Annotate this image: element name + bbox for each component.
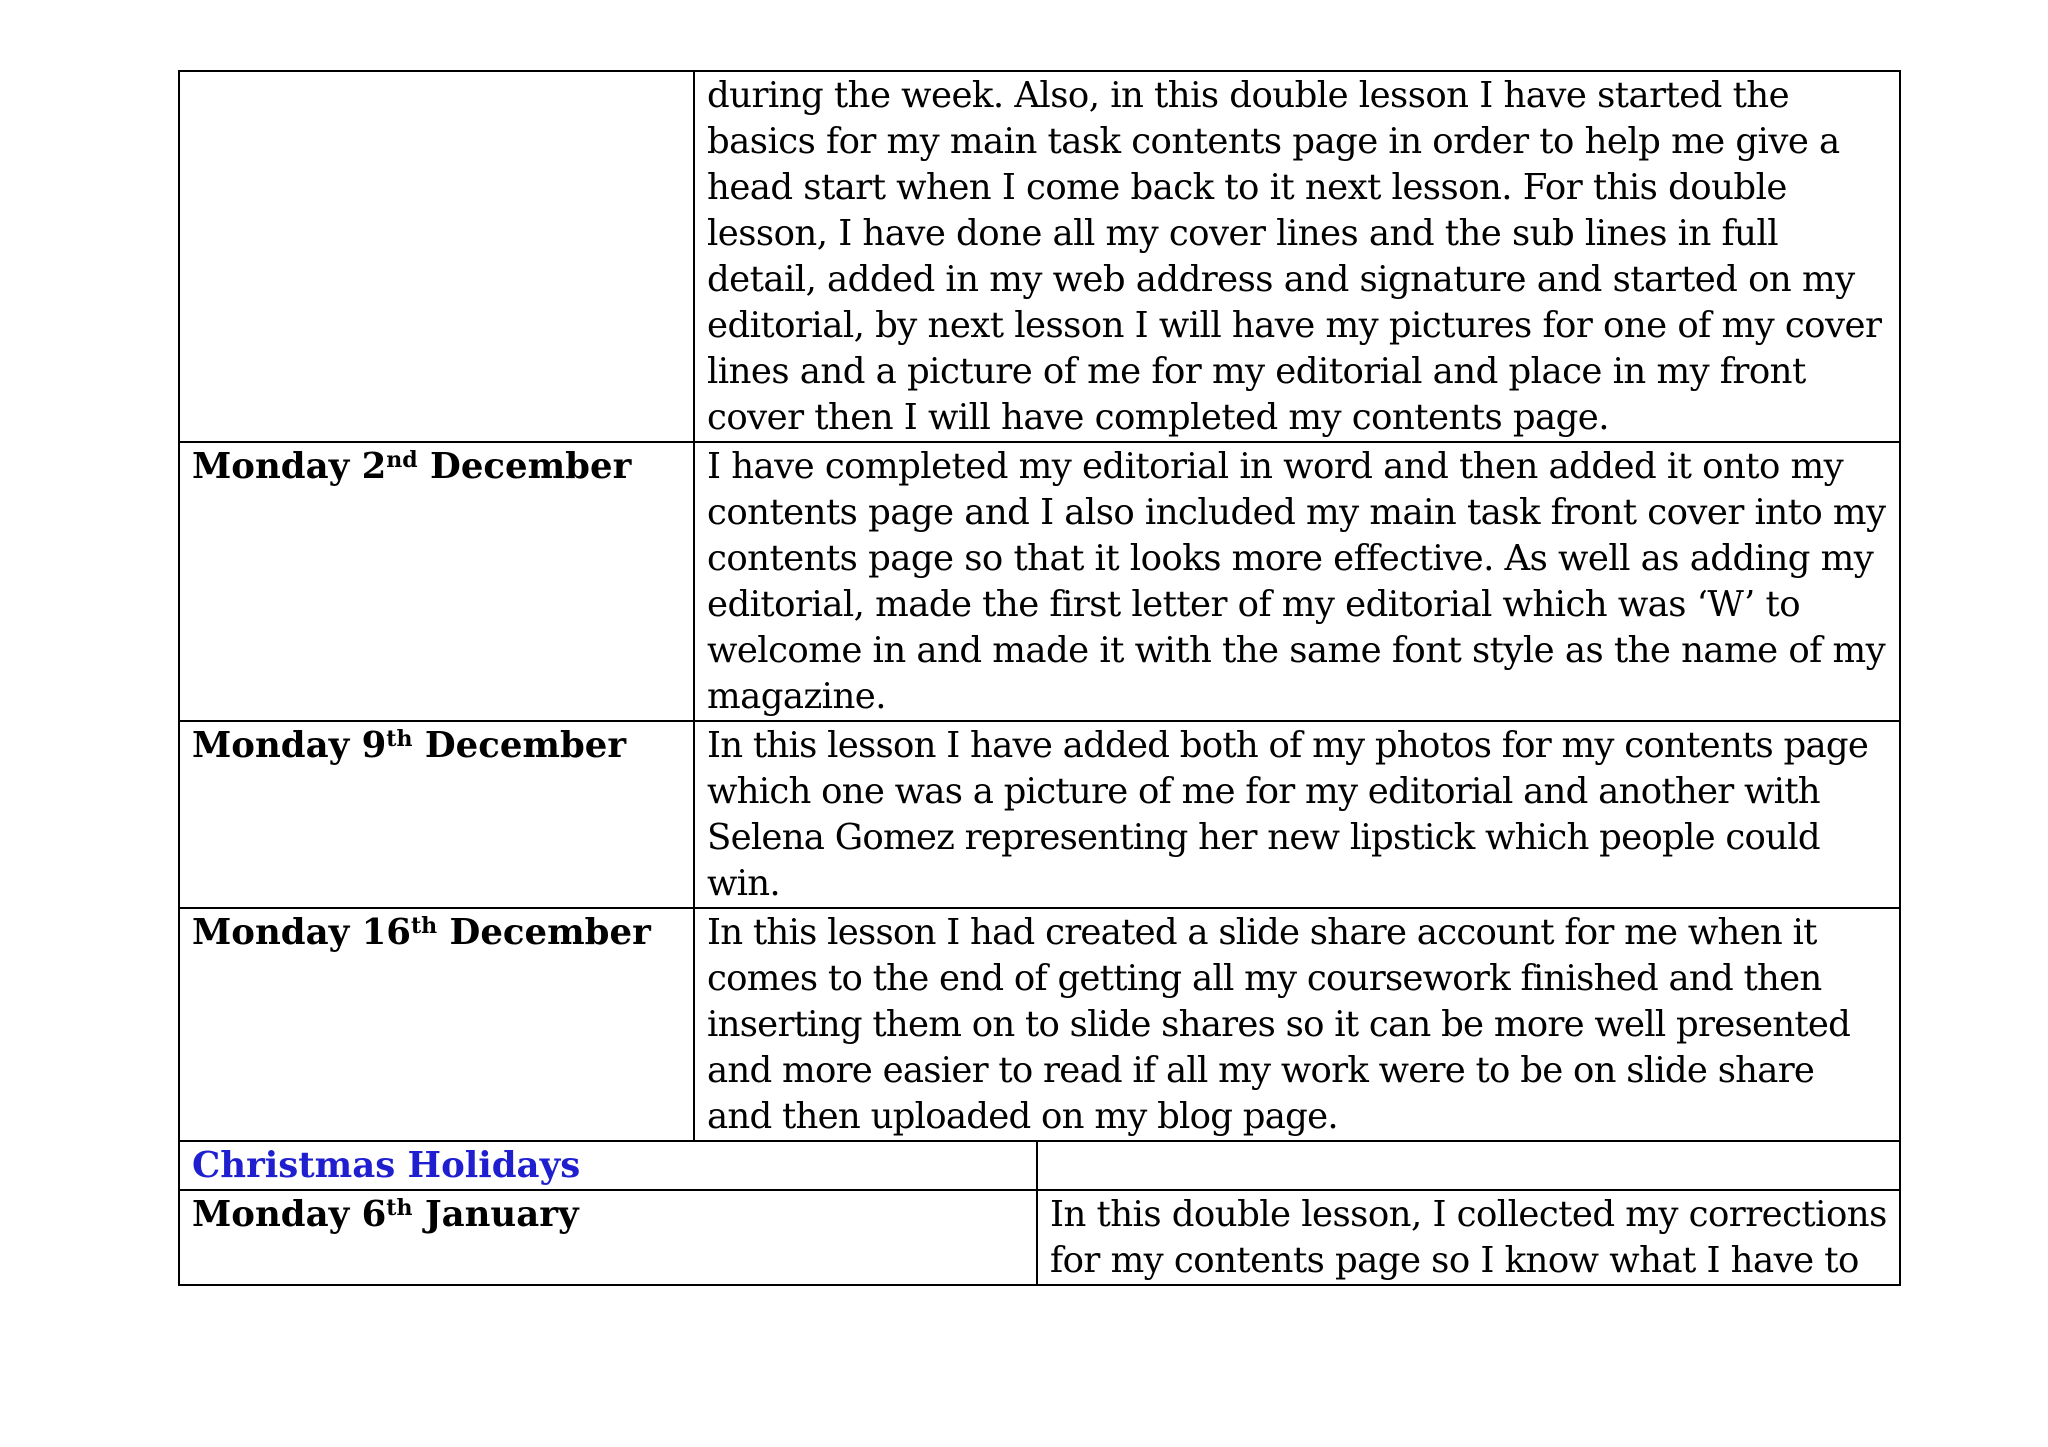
lesson-diary-table	[178, 70, 1901, 1286]
date-cell	[179, 442, 694, 721]
entry-text: In this double lesson, I collected my corrections for my contents page so I know what I have to	[1050, 1194, 1887, 1281]
date-cell	[179, 71, 694, 442]
entry-cell	[694, 442, 1900, 721]
date-cell	[179, 908, 694, 1141]
entry-cell	[694, 721, 1900, 908]
entry-cell	[694, 71, 1900, 442]
date-cell	[179, 721, 694, 908]
table-row	[179, 1190, 1900, 1285]
entry-text: In this lesson I had created a slide share account for me when it comes to the end of getting all my coursework finished and then inserting them on to slide shares so it can be more well presented and more easier to read if all my work were to be on slide share and then uploaded on my blog page.	[707, 912, 1851, 1137]
table-row	[179, 71, 1900, 442]
table-row	[179, 721, 1900, 908]
entry-cell	[1037, 1190, 1900, 1285]
entry-text: during the week. Also, in this double lesson I have started the basics for my main task contents page in order to help me give a head start when I come back to it next lesson. For this double lesson, I have done all my cover lines and the sub lines in full detail, added in my web address and signature and started on my editorial, by next lesson I will have my pictures for one of my cover lines and a picture of me for my editorial and place in my front cover then I will have completed my contents page.	[707, 75, 1882, 438]
date-text: Monday 9th December	[192, 725, 627, 766]
date-text: Monday 2nd December	[192, 446, 632, 487]
entry-cell	[694, 908, 1900, 1141]
date-text: Monday 6th January	[192, 1194, 579, 1235]
holiday-cell	[179, 1141, 1037, 1190]
date-text: Monday 16th December	[192, 912, 651, 953]
table-row	[179, 908, 1900, 1141]
table-row	[179, 442, 1900, 721]
entry-text: I have completed my editorial in word and then added it onto my contents page and I also included my main task front cover into my contents page so that it looks more effective. As well as adding my editorial, made the first letter of my editorial which was ‘W’ to welcome in and made it with the same font style as the name of my magazine.	[707, 446, 1886, 717]
entry-text: In this lesson I have added both of my photos for my contents page which one was a picture of me for my editorial and another with Selena Gomez representing her new lipstick which people could win.	[707, 725, 1869, 904]
holiday-label: Christmas Holidays	[192, 1145, 581, 1186]
table-row	[179, 1141, 1900, 1190]
holiday-entry-cell	[1037, 1141, 1900, 1190]
date-cell	[179, 1190, 1037, 1285]
